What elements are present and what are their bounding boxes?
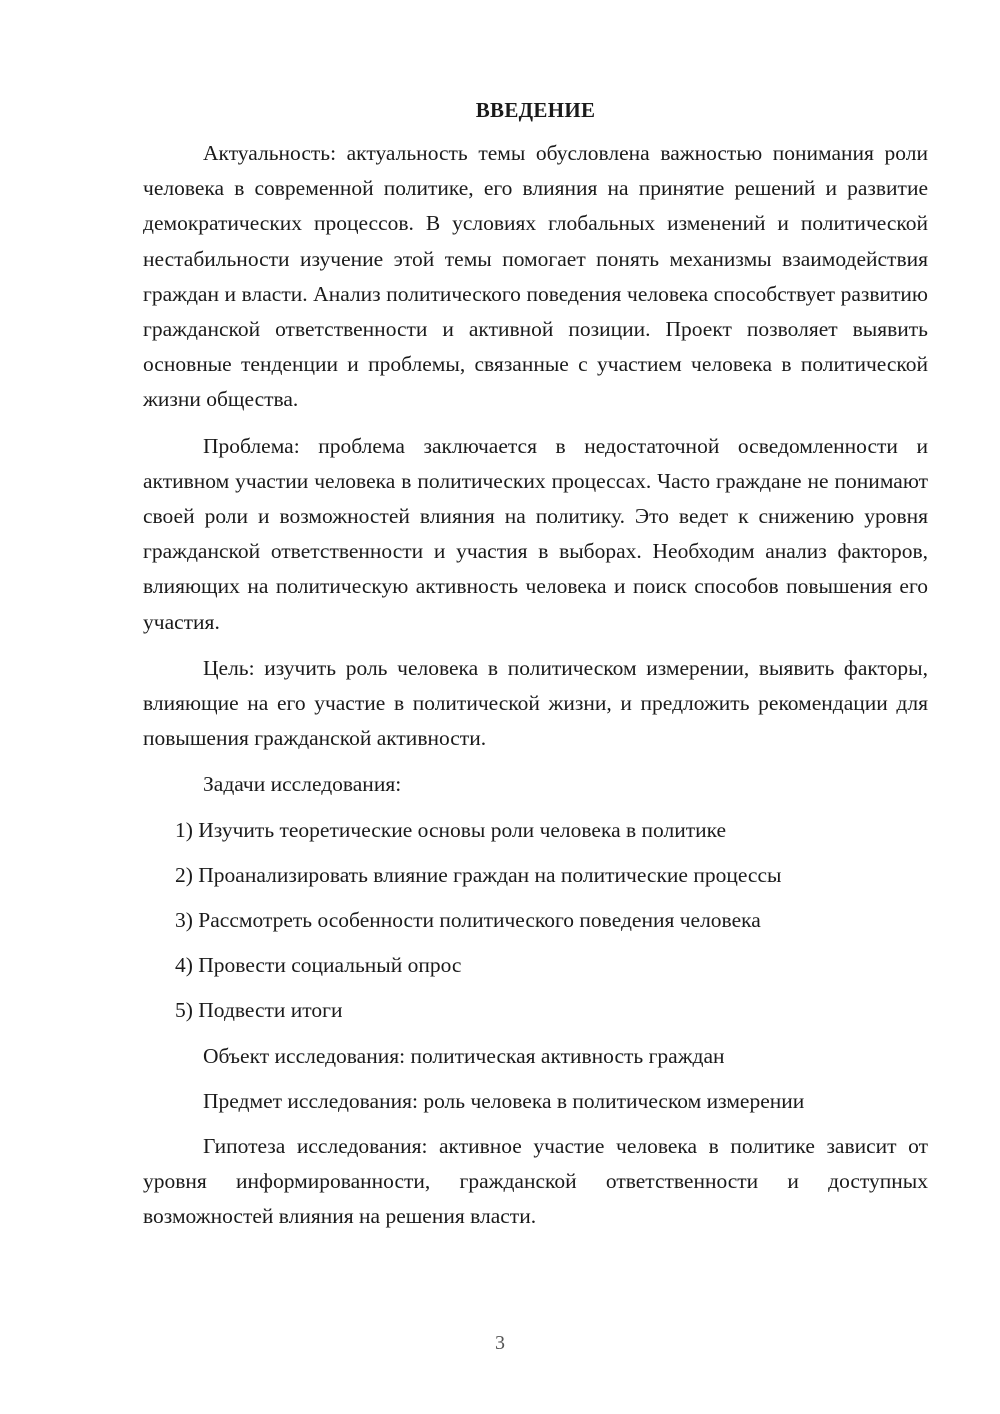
- list-item: 3) Рассмотреть особенности политического поведения человека: [175, 908, 761, 933]
- page-title: ВВЕДЕНИЕ: [475, 98, 596, 122]
- tasks-list: [143, 813, 928, 1029]
- relevance-paragraph: Актуальность: актуальность темы обусловлена важностью понимания роли человека в современной политике, его влияния на принятие решений и развитие демократических процессов. В условиях глобальных изменений и политической нестабильности изучение этой темы помогает понять механизмы взаимодействия граждан и власти. Анализ политического поведения человека способствует развитию гражданской ответственности и активной позиции. Проект позволяет выявить основные тенденции и проблемы, связанные с участием человека в политической жизни общества.: [143, 141, 928, 412]
- list-item: 4) Провести социальный опрос: [175, 953, 462, 978]
- list-item: 2) Проанализировать влияние граждан на политические процессы: [175, 862, 782, 887]
- tasks-heading: Задачи исследования:: [203, 772, 402, 797]
- goal-paragraph: Цель: изучить роль человека в политическом измерении, выявить факторы, влияющие на его участие в политической жизни, и предложить рекомендации для повышения гражданской активности.: [143, 655, 928, 751]
- research-subject: Предмет исследования: роль человека в политическом измерении: [203, 1088, 805, 1113]
- list-item: 5) Подвести итоги: [175, 998, 343, 1023]
- document-page: [143, 92, 928, 1246]
- research-object: Объект исследования: политическая активность граждан: [203, 1043, 725, 1068]
- page-number: 3: [495, 1332, 505, 1354]
- problem-paragraph: Проблема: проблема заключается в недостаточной осведомленности и активном участии человека в политических процессах. Часто граждане не понимают своей роли и возможностей влияния на политику. Это ведет к снижению уровня гражданской ответственности и участия в выборах. Необходим анализ факторов, влияющих на политическую активность человека и поиск способов повышения его участия.: [143, 433, 928, 634]
- list-item: 1) Изучить теоретические основы роли человека в политике: [175, 817, 727, 842]
- hypothesis-paragraph: Гипотеза исследования: активное участие человека в политике зависит от уровня информированности, гражданской ответственности и доступных возможностей влияния на решения власти.: [143, 1134, 928, 1229]
